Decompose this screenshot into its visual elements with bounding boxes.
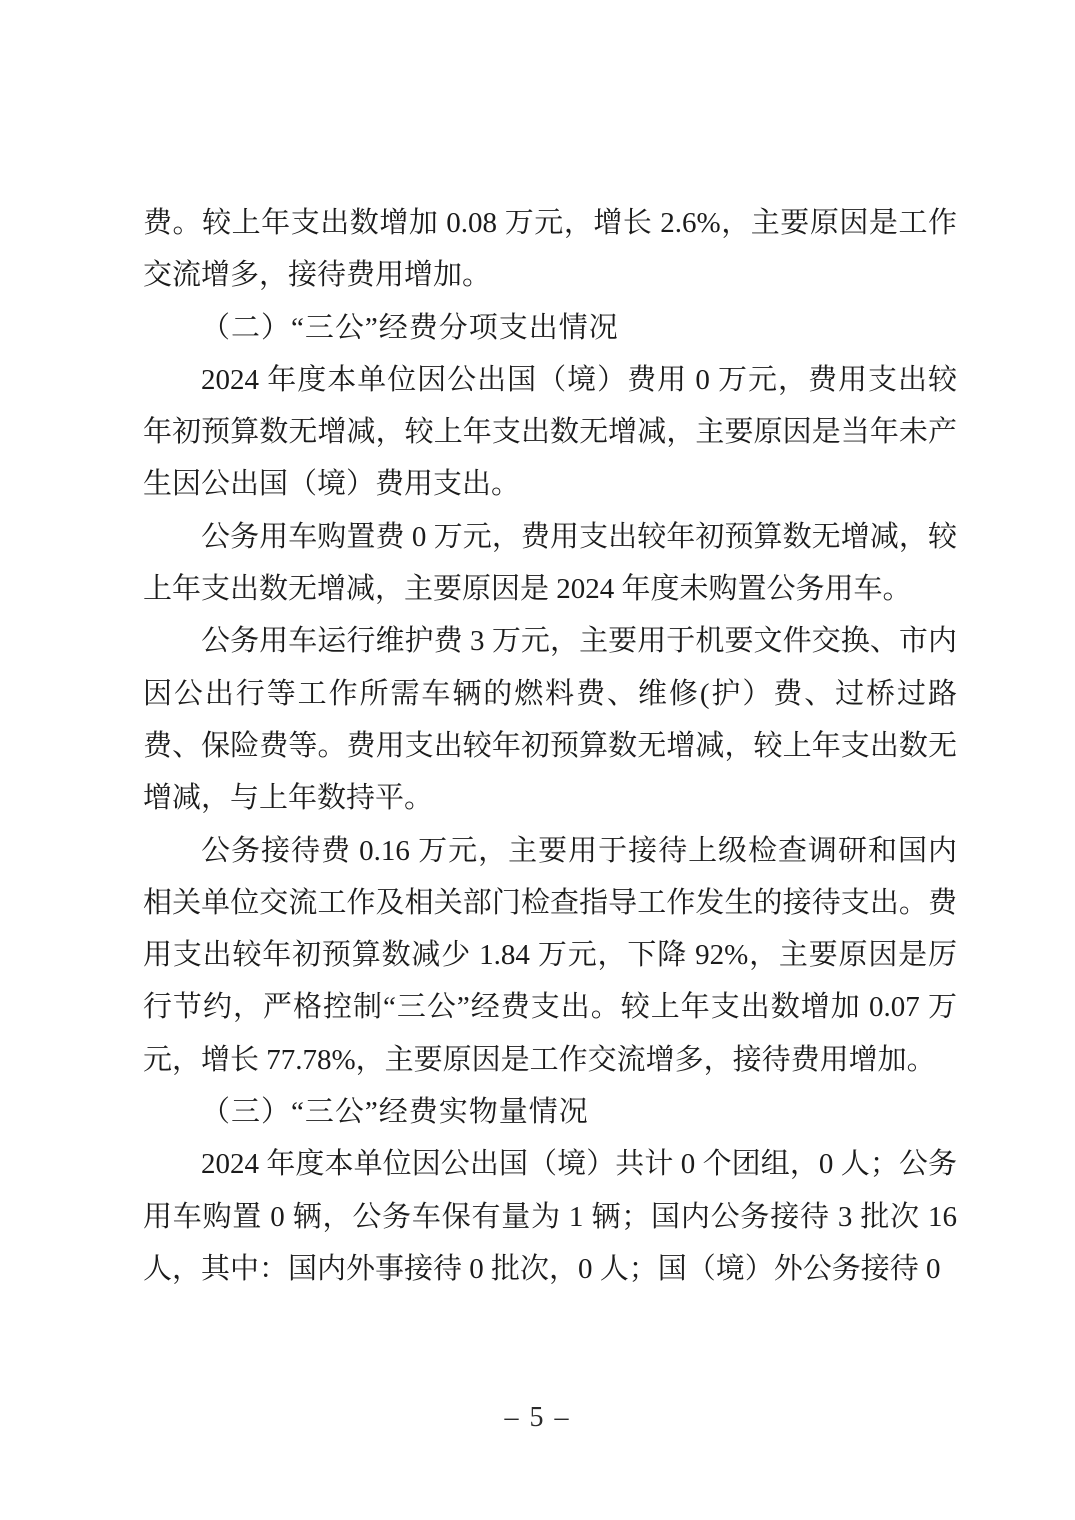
section-heading-2: （二）“三公”经费分项支出情况: [201, 311, 619, 344]
page-number: – 5 –: [504, 1402, 571, 1433]
section-heading-3: （三）“三公”经费实物量情况: [201, 1096, 589, 1129]
paragraph-vehicle-maintenance: 公务用车运行维护费 3 万元，主要用于机要文件交换、市内因公出行等工作所需车辆的燃料费、维修(护）费、过桥过路费、保险费等。费用支出较年初预算数无增减，较上年支出数无增减，与上年数持平。: [143, 625, 957, 815]
paragraph-physical-quantity: 2024 年度本单位因公出国（境）共计 0 个团组，0 人；公务用车购置 0 辆，公务车保有量为 1 辆；国内公务接待 3 批次 16 人，其中：国内外事接待 0 批次，0 人；国（境）外公务接待 0: [143, 1148, 957, 1285]
paragraph-continuation: 费。较上年支出数增加 0.08 万元，增长 2.6%，主要原因是工作交流增多，接待费用增加。: [143, 207, 957, 292]
document-body: [143, 197, 957, 1295]
paragraph-official-reception: 公务接待费 0.16 万元，主要用于接待上级检查调研和国内相关单位交流工作及相关部门检查指导工作发生的接待支出。费用支出较年初预算数减少 1.84 万元，下降 92%，主要原因是厉行节约，严格控制“三公”经费支出。较上年支出数增加 0.07 万元，增长 77.78%，主要原因是工作交流增多，接待费用增加。: [143, 834, 957, 1076]
paragraph-vehicle-purchase: 公务用车购置费 0 万元，费用支出较年初预算数无增减，较上年支出数无增减，主要原因是 2024 年度未购置公务用车。: [143, 520, 957, 606]
paragraph-abroad-expense: 2024 年度本单位因公出国（境）费用 0 万元，费用支出较年初预算数无增减，较上年支出数无增减，主要原因是当年未产生因公出国（境）费用支出。: [143, 363, 957, 501]
